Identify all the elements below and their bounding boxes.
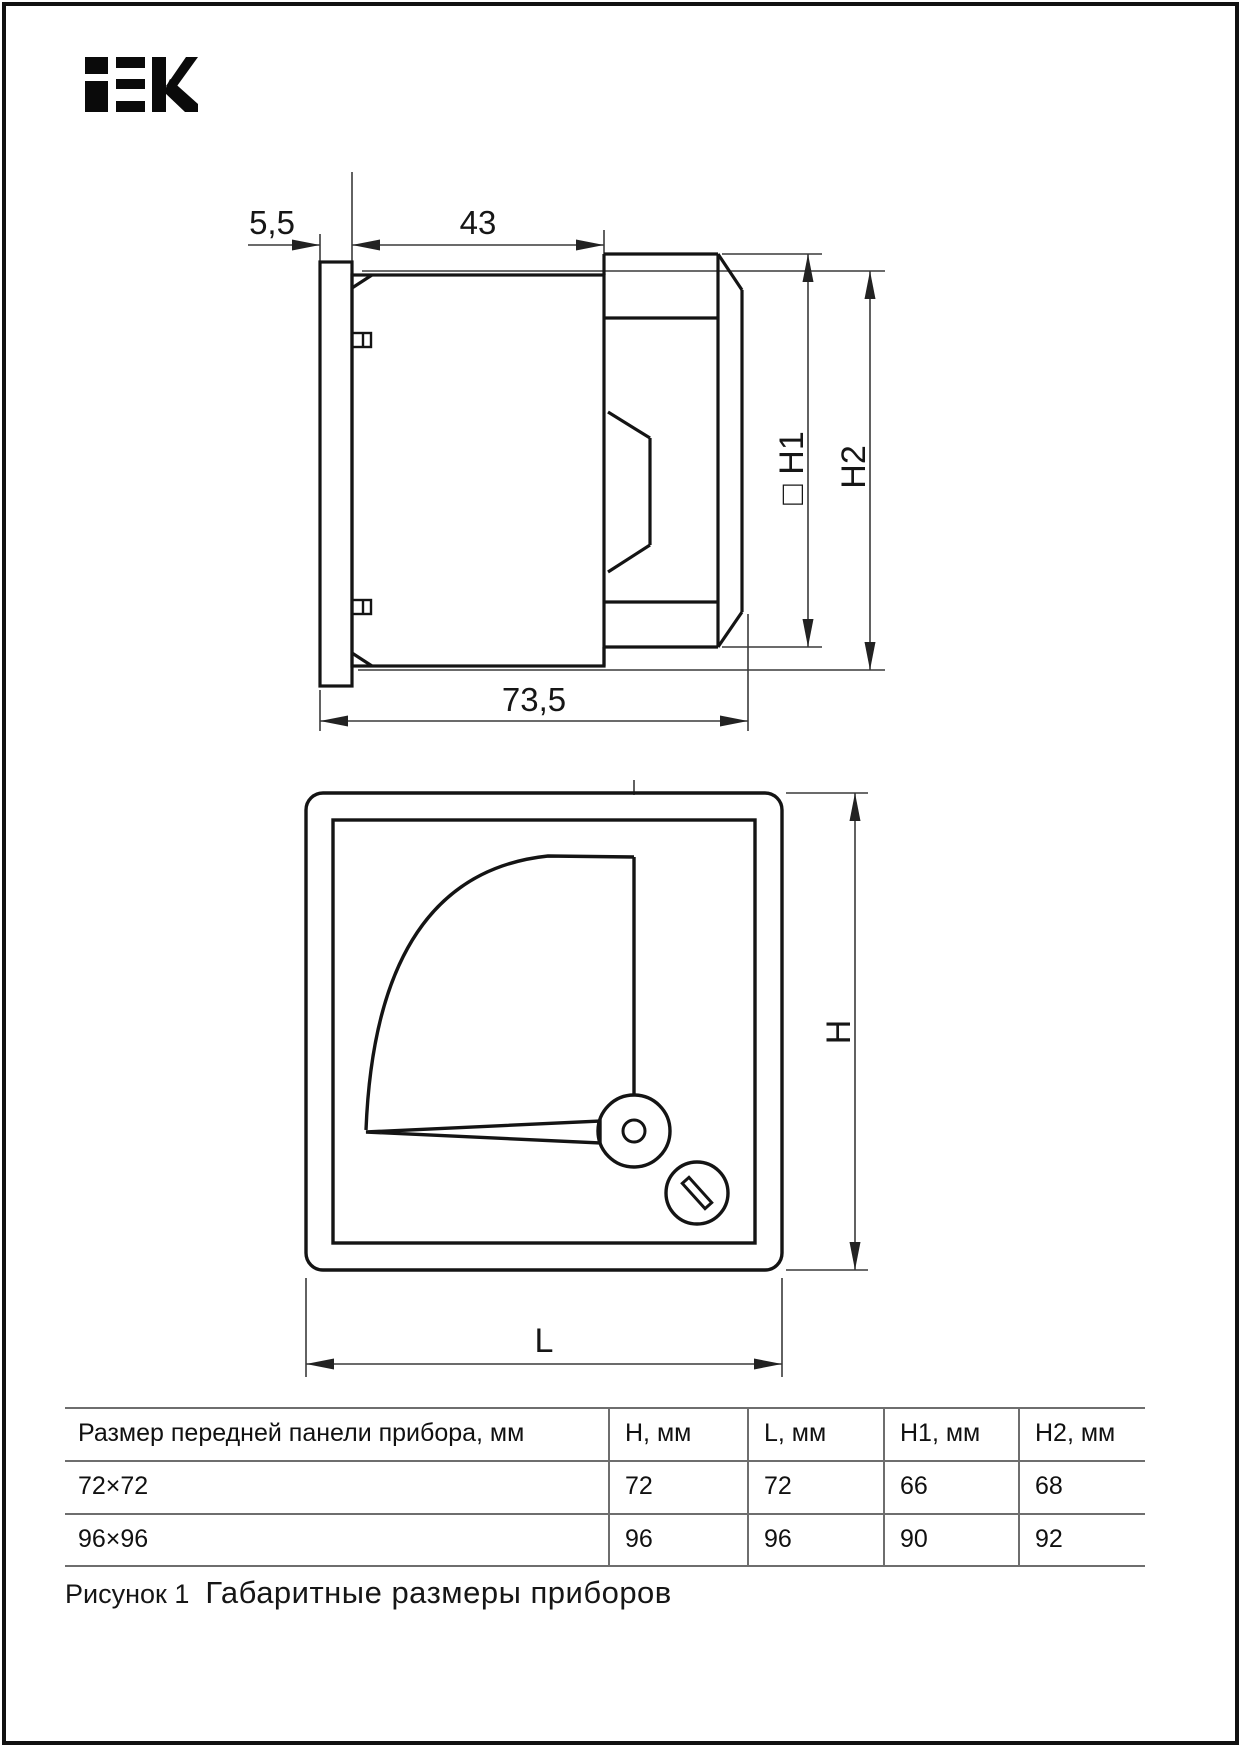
front-view-dimensions xyxy=(306,780,868,1377)
table-row1-h2: 68 xyxy=(1035,1472,1063,1500)
logo-i-stem xyxy=(85,81,108,112)
dim-label-h1: □ H1 xyxy=(772,431,811,505)
side-view-outline xyxy=(320,254,742,686)
dim-label-5-5: 5,5 xyxy=(249,204,295,241)
side-view-mounting-plate xyxy=(320,262,352,686)
needle-pivot-circle xyxy=(598,1095,670,1167)
zero-adjust-screw xyxy=(666,1162,728,1224)
dimensions-table xyxy=(65,1407,1145,1565)
figure-title: Габаритные размеры приборов xyxy=(205,1575,672,1610)
side-view-clip-top xyxy=(352,333,371,347)
table-header-l: L, мм xyxy=(764,1419,827,1447)
dim-label-h2: H2 xyxy=(834,445,873,489)
table-row2-h: 96 xyxy=(625,1525,653,1553)
zero-adjust-screw-slot xyxy=(682,1177,711,1208)
front-view-outline xyxy=(306,793,782,1270)
logo-e-top-bar xyxy=(116,57,145,68)
dim-label-43: 43 xyxy=(459,204,497,241)
table-separator-1 xyxy=(608,1407,610,1565)
figure-caption xyxy=(65,1575,672,1611)
side-view-body xyxy=(352,275,604,666)
logo-i-dot xyxy=(85,57,108,74)
side-view-clip-bottom xyxy=(352,600,371,614)
logo-k-stem xyxy=(152,57,166,112)
dim-label-h: H xyxy=(819,1019,858,1045)
logo-k-lower-arm xyxy=(164,79,198,112)
table-separator-2 xyxy=(747,1407,749,1565)
logo-e-bottom-bar xyxy=(116,101,145,112)
table-row1-l: 72 xyxy=(764,1472,792,1500)
table-separator-4 xyxy=(1018,1407,1020,1565)
needle-pivot-dot xyxy=(623,1120,645,1142)
table-row2-l: 96 xyxy=(764,1525,792,1553)
iek-logo xyxy=(85,57,198,112)
logo-e-mid-bar xyxy=(116,79,145,89)
figure-number: Рисунок 1 xyxy=(65,1579,190,1609)
table-header-h: H, мм xyxy=(625,1419,692,1447)
table-separator-3 xyxy=(883,1407,885,1565)
table-header-h2: H2, мм xyxy=(1035,1419,1116,1447)
table-header-size: Размер передней панели прибора, мм xyxy=(78,1419,525,1447)
front-view-arrowheads xyxy=(306,793,861,1370)
dial-needle xyxy=(366,1121,600,1143)
dial-scale-arc xyxy=(366,856,634,1130)
table-row1-h: 72 xyxy=(625,1472,653,1500)
table-row2-h1: 90 xyxy=(900,1525,928,1553)
dim-label-73-5: 73,5 xyxy=(501,681,567,718)
table-row1-size: 72×72 xyxy=(78,1472,149,1500)
table-row2-h2: 92 xyxy=(1035,1525,1063,1553)
table-row1-h1: 66 xyxy=(900,1472,928,1500)
side-view-bezel xyxy=(604,254,742,666)
table-row2-size: 96×96 xyxy=(78,1525,149,1553)
dim-label-l: L xyxy=(534,1322,554,1360)
table-header-h1: H1, мм xyxy=(900,1419,981,1447)
